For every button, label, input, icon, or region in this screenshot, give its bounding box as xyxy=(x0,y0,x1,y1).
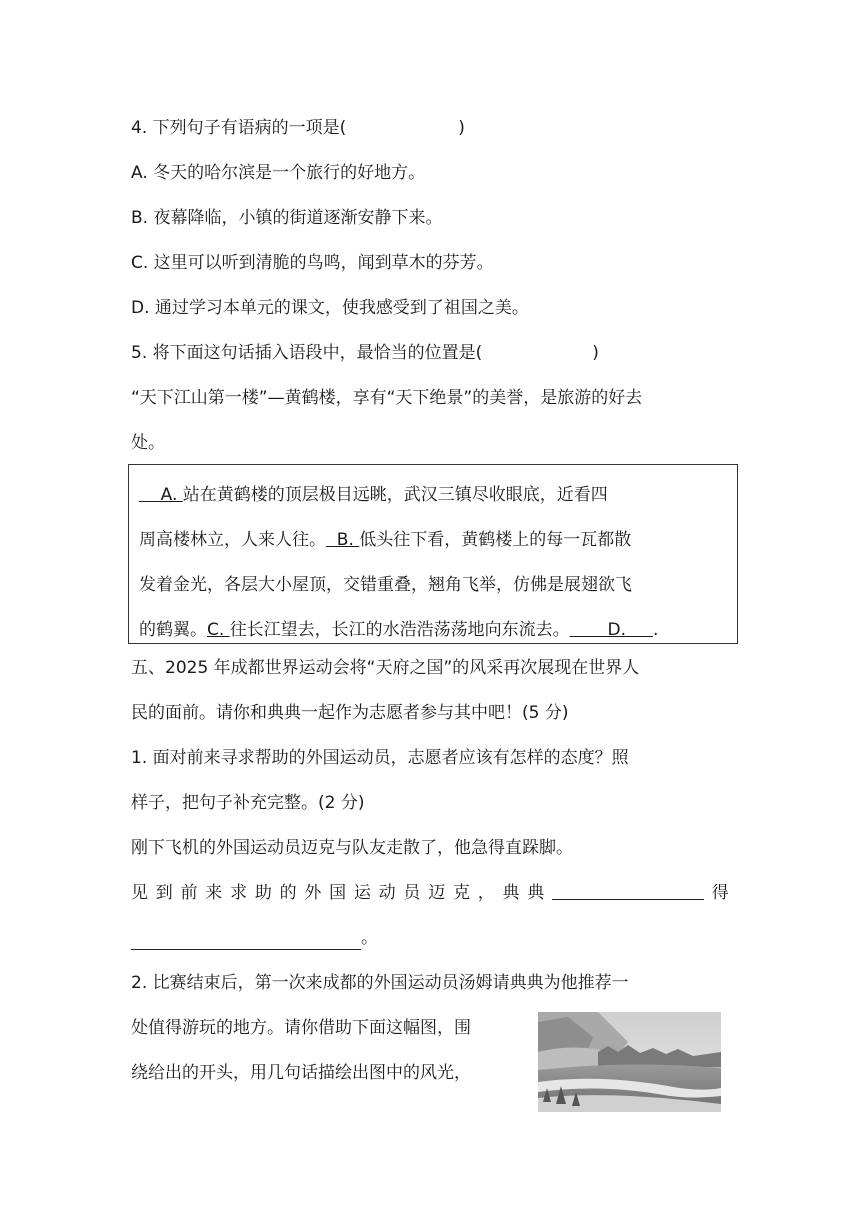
passage-line3: 发着金光，各层大小屋顶，交错重叠，翘角飞举，仿佛是展翅欲飞 xyxy=(139,575,632,595)
s5q1-example: 刚下飞机的外国运动员迈克与队友走散了，他急得直跺脚。 xyxy=(131,838,573,858)
q4-option-c: C. 这里可以听到清脆的鸟鸣，闻到草木的芬芳。 xyxy=(131,253,494,273)
prompt-char: 见 xyxy=(131,883,148,903)
s5q1-line1: 1. 面对前来寻求帮助的外国运动员，志愿者应该有怎样的态度？照 xyxy=(131,748,629,768)
prompt-char: 克 xyxy=(452,883,470,903)
q5-stem xyxy=(131,341,599,365)
s5q1-answer-line xyxy=(131,926,378,950)
s5q2-line1: 2. 比赛结束后，第一次来成都的外国运动员汤姆请典典为他推荐一 xyxy=(131,973,629,993)
q4-stem xyxy=(131,116,465,140)
prompt-char: 的 xyxy=(279,883,297,903)
q4-stem-close: ) xyxy=(458,118,465,138)
q5-passage-box xyxy=(128,464,738,644)
passage-text4b: 往长江望去，长江的水浩浩荡荡地向东流去。 xyxy=(229,620,570,640)
prompt-char: 国 xyxy=(329,883,347,903)
q4-option-a: A. 冬天的哈尔滨是一个旅行的好地方。 xyxy=(131,163,426,183)
prompt-char: 员 xyxy=(403,883,421,903)
s5q2-line2: 处值得游玩的地方。请你借助下面这幅图，围 xyxy=(131,1018,471,1038)
q4-option-b: B. 夜幕降临，小镇的街道逐渐安静下来。 xyxy=(131,208,443,228)
prompt-char: ， xyxy=(477,883,495,903)
answer-blank-1[interactable] xyxy=(552,881,704,900)
passage-text1: 站在黄鹤楼的顶层极目远眺，武汉三镇尽收眼底，近看四 xyxy=(182,485,608,505)
q5-stem-close: ) xyxy=(592,343,599,363)
section5-line2: 民的面前。请你和典典一起作为志愿者参与其中吧！(5 分) xyxy=(131,703,569,723)
prompt-char: 到 xyxy=(155,883,173,903)
section5-line1: 五、2025 年成都世界运动会将“天府之国”的风采再次展现在世界人 xyxy=(131,658,640,678)
q4-stem-text: 4. 下列句子有语病的一项是( xyxy=(131,118,347,138)
insert-mark-d: D. xyxy=(569,620,654,640)
s5q1-line2: 样子，把句子补充完整。(2 分) xyxy=(131,793,365,813)
q5-sentence-line1: “天下江山第一楼”—黄鹤楼，享有“天下绝景”的美誉，是旅游的好去 xyxy=(131,388,643,408)
prompt-char: 典 xyxy=(527,883,545,903)
prompt-after: 得 xyxy=(711,883,729,903)
q5-sentence-line2: 处。 xyxy=(131,433,165,453)
passage-line2 xyxy=(139,528,631,552)
prompt-char: 前 xyxy=(180,883,198,903)
answer-end: 。 xyxy=(361,928,378,948)
s5q2-line3: 绕给出的开头，用几句话描绘出图中的风光， xyxy=(131,1063,471,1083)
scenic-photo-graphic xyxy=(538,1012,721,1112)
q4-option-d: D. 通过学习本单元的课文，使我感受到了祖国之美。 xyxy=(131,298,529,318)
prompt-char: 典 xyxy=(502,883,520,903)
prompt-char: 外 xyxy=(304,883,322,903)
prompt-char: 运 xyxy=(353,883,371,903)
prompt-char: 来 xyxy=(205,883,223,903)
insert-mark-c: C. xyxy=(207,620,230,640)
q5-stem-text: 5. 将下面这句话插入语段中，最恰当的位置是( xyxy=(131,343,483,363)
passage-text4: 的鹤翼。 xyxy=(139,620,207,640)
passage-text2b: 低头往下看，黄鹤楼上的每一瓦都散 xyxy=(359,530,632,550)
prompt-char: 迈 xyxy=(428,883,446,903)
insert-mark-a: A. xyxy=(139,485,183,505)
prompt-char: 求 xyxy=(230,883,248,903)
prompt-char: 助 xyxy=(254,883,272,903)
passage-line4 xyxy=(139,618,658,642)
passage-text2: 周高楼林立，人来人往。 xyxy=(139,530,326,550)
scenic-photo xyxy=(538,1012,721,1112)
passage-line1 xyxy=(139,483,608,507)
s5q1-prompt xyxy=(131,881,729,905)
passage-end: . xyxy=(653,620,659,640)
insert-mark-b: B. xyxy=(326,530,360,550)
answer-blank-2[interactable] xyxy=(131,931,361,950)
prompt-char: 动 xyxy=(378,883,396,903)
